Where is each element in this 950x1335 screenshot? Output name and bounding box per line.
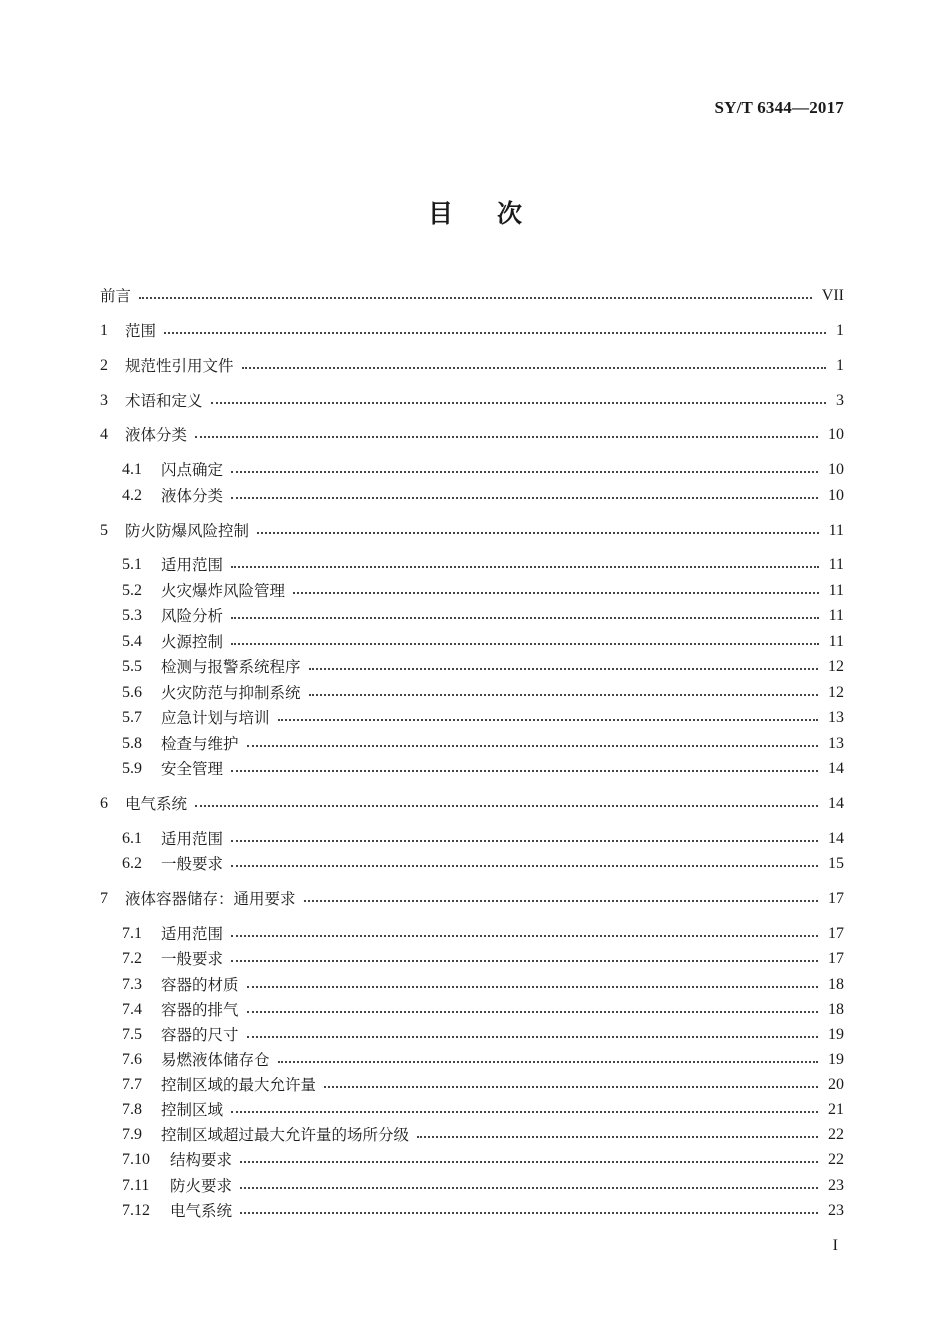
toc-entry-number: 7.10 [122,1151,150,1168]
toc-leader [242,355,826,369]
toc-leader [257,520,819,534]
toc-entry-number: 6.1 [122,830,142,847]
toc-entry-label: 电气系统 [125,795,188,813]
toc-leader [240,1200,818,1214]
toc-entry-label: 控制区域的最大允许量 [161,1076,317,1094]
toc-entry-label: 容器的排气 [161,1001,239,1019]
toc-entry-number: 7.3 [122,976,142,993]
toc-entry-4-1[interactable] [122,458,844,482]
toc-entry-label: 结构要求 [170,1151,233,1169]
toc-entry-label: 液体容器储存：通用要求 [125,890,296,908]
toc-leader [231,948,818,962]
toc-entry-number: 7.11 [122,1177,150,1194]
title-char-1: 目 [427,199,453,228]
toc-entry-page: 11 [828,582,844,599]
toc-leader [324,1074,818,1088]
toc-entry-7-5[interactable] [122,1023,844,1047]
toc-entry-label: 安全管理 [161,760,224,778]
toc-entry-label: 一般要求 [161,950,224,968]
toc-entry-page: 14 [828,795,844,812]
toc-entry-page: 19 [828,1026,844,1043]
toc-entry-number: 7 [100,890,108,907]
toc-entry-label: 易燃液体储存仓 [161,1051,270,1069]
toc-entry-number: 5.6 [122,684,142,701]
toc-entry-label: 检查与维护 [161,735,239,753]
toc-leader [231,758,818,772]
toc-entry-label: 火灾爆炸风险管理 [161,582,286,600]
toc-entry-4[interactable] [100,423,844,447]
toc-entry-number: 3 [100,392,108,409]
toc-entry-5-9[interactable] [122,757,844,781]
toc-entry-5-4[interactable] [122,630,844,654]
toc-entry-label: 火源控制 [161,633,224,651]
toc-entry-page: 15 [828,855,844,872]
toc-entry-foreword[interactable] [100,284,844,308]
toc-entry-page: 14 [828,760,844,777]
toc-entry-7-8[interactable] [122,1098,844,1122]
toc-entry-2[interactable] [100,354,844,378]
toc-entry-7-6[interactable] [122,1048,844,1072]
toc-entry-label: 控制区域超过最大允许量的场所分级 [161,1126,410,1144]
toc-entry-5-3[interactable] [122,604,844,628]
toc-entry-label: 术语和定义 [125,392,203,410]
toc-leader [417,1124,818,1138]
toc-leader [240,1149,818,1163]
toc-entry-number: 6.2 [122,855,142,872]
toc-entry-label: 防火要求 [170,1177,233,1195]
toc-entry-page: 11 [828,522,844,539]
toc-entry-5-7[interactable] [122,706,844,730]
toc-entry-number: 5.3 [122,607,142,624]
toc-entry-number: 1 [100,322,108,339]
toc-entry-number: 5.8 [122,735,142,752]
toc-entry-page: 23 [828,1177,844,1194]
toc-leader [231,554,819,568]
toc-entry-page: 20 [828,1076,844,1093]
toc-entry-page: 1 [836,322,844,339]
toc-entry-label: 一般要求 [161,855,224,873]
toc-entry-number: 4.1 [122,461,142,478]
toc-entry-label: 适用范围 [161,556,224,574]
toc-entry-label: 电气系统 [170,1202,233,1220]
toc-leader [231,828,818,842]
toc-entry-number: 7.5 [122,1026,142,1043]
toc-entry-number: 5.9 [122,760,142,777]
toc-entry-number: 5.4 [122,633,142,650]
toc-leader [231,853,818,867]
toc-entry-number: 7.4 [122,1001,142,1018]
toc-entry-7-10[interactable] [122,1148,844,1172]
toc-entry-5-1[interactable] [122,553,844,577]
toc-entry-page: 10 [828,461,844,478]
toc-entry-label: 控制区域 [161,1101,224,1119]
toc-entry-label: 容器的材质 [161,976,239,994]
toc-entry-number: 7.9 [122,1126,142,1143]
toc-entry-page: 18 [828,1001,844,1018]
toc-entry-number: 7.7 [122,1076,142,1093]
toc-leader [247,733,818,747]
toc-leader [304,888,818,902]
document-code: SY/T 6344—2017 [714,98,844,117]
toc-entry-number: 4 [100,426,108,443]
toc-leader [247,974,818,988]
toc-entry-page: 22 [828,1151,844,1168]
toc-entry-label: 前言 [100,287,132,305]
toc-entry-7-3[interactable] [122,973,844,997]
toc-entry-page: 18 [828,976,844,993]
toc-leader [195,424,818,438]
toc-entry-7-7[interactable] [122,1073,844,1097]
toc-entry-number: 7.1 [122,925,142,942]
toc-entry-label: 闪点确定 [161,461,224,479]
toc-leader [231,923,818,937]
toc-entry-7-11[interactable] [122,1174,844,1198]
toc-leader [139,285,812,299]
toc-leader [231,1099,818,1113]
toc-entry-page: 12 [828,684,844,701]
toc-entry-label: 范围 [125,322,157,340]
toc-entry-label: 检测与报警系统程序 [161,658,301,676]
toc-entry-label: 应急计划与培训 [161,709,270,727]
toc-entry-number: 5 [100,522,108,539]
toc-entry-number: 2 [100,357,108,374]
toc-entry-number: 7.8 [122,1101,142,1118]
toc-entry-page: 1 [836,357,844,374]
toc-entry-page: 11 [828,633,844,650]
toc-entry-7-9[interactable] [122,1123,844,1147]
title-char-2: 次 [497,199,523,228]
toc-entry-number: 5.2 [122,582,142,599]
toc-entry-7-4[interactable] [122,998,844,1022]
toc-entry-page: 13 [828,735,844,752]
toc-entry-label: 适用范围 [161,925,224,943]
toc-entry-1[interactable] [100,319,844,343]
toc-entry-page: 10 [828,426,844,443]
toc-leader [231,459,818,473]
toc-leader [231,485,818,499]
toc-leader [195,793,818,807]
toc-entry-page: 17 [828,890,844,907]
toc-leader [231,631,819,645]
toc-entry-page: 3 [836,392,844,409]
toc-leader [240,1175,818,1189]
toc-entry-page: 11 [828,556,844,573]
toc-leader [278,1049,818,1063]
toc-entry-7-1[interactable] [122,922,844,946]
toc-entry-page: 12 [828,658,844,675]
toc-entry-page: 21 [828,1101,844,1118]
toc-entry-page: 11 [828,607,844,624]
toc-entry-number: 5.7 [122,709,142,726]
toc-entry-4-2[interactable] [122,484,844,508]
toc-entry-3[interactable] [100,389,844,413]
toc-entry-page: 19 [828,1051,844,1068]
toc-entry-5-8[interactable] [122,732,844,756]
toc-entry-label: 防火防爆风险控制 [125,522,250,540]
toc-entry-7-12[interactable] [122,1199,844,1223]
toc-entry-page: 23 [828,1202,844,1219]
toc-entry-number: 6 [100,795,108,812]
toc-entry-label: 火灾防范与抑制系统 [161,684,301,702]
toc-leader [231,605,819,619]
toc-entry-number: 5.1 [122,556,142,573]
toc-leader [247,999,818,1013]
toc-entry-page: 17 [828,950,844,967]
toc-entry-5-5[interactable] [122,655,844,679]
toc-entry-number: 7.6 [122,1051,142,1068]
toc-entry-6-1[interactable] [122,827,844,851]
toc-entry-number: 5.5 [122,658,142,675]
toc-leader [247,1024,818,1038]
toc-entry-5-2[interactable] [122,579,844,603]
toc-entry-page: 14 [828,830,844,847]
page-title [0,194,950,230]
toc-entry-page: 13 [828,709,844,726]
toc-entry-6-2[interactable] [122,852,844,876]
toc-entry-number: 7.2 [122,950,142,967]
toc-entry-label: 适用范围 [161,830,224,848]
toc-entry-5-6[interactable] [122,681,844,705]
toc-entry-label: 液体分类 [125,426,188,444]
toc-leader [211,390,826,404]
toc-entry-label: 液体分类 [161,487,224,505]
toc-leader [278,707,818,721]
toc-entry-label: 规范性引用文件 [125,357,234,375]
toc-entry-page: 10 [828,487,844,504]
toc-entry-7[interactable] [100,887,844,911]
toc-entry-page: VII [821,287,844,304]
toc-entry-7-2[interactable] [122,947,844,971]
toc-entry-page: 17 [828,925,844,942]
toc-leader [293,580,819,594]
page-number: I [832,1237,838,1254]
toc-leader [309,656,818,670]
toc-leader [309,682,818,696]
toc-entry-label: 容器的尺寸 [161,1026,239,1044]
toc-entry-page: 22 [828,1126,844,1143]
toc-entry-6[interactable] [100,792,844,816]
toc-entry-5[interactable] [100,519,844,543]
toc-entry-number: 4.2 [122,487,142,504]
toc-entry-number: 7.12 [122,1202,150,1219]
toc-entry-label: 风险分析 [161,607,224,625]
toc-leader [164,320,826,334]
